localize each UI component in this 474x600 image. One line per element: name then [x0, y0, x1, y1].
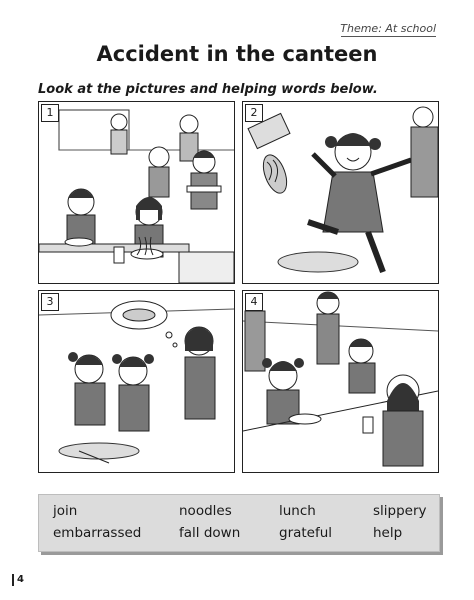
page-number: 4: [12, 574, 24, 586]
canteen-lunch-illustration: [39, 102, 234, 283]
helping-word: grateful: [279, 525, 333, 541]
theme-label: Theme: At school: [340, 22, 436, 35]
picture-panel-1: [38, 101, 235, 284]
helping-word: slippery: [373, 503, 427, 519]
page-title: Accident in the canteen: [96, 42, 378, 66]
eating-together-illustration: [243, 291, 438, 472]
panel-number: 3: [41, 293, 59, 311]
theme-underline: [341, 36, 436, 37]
helping-word: help: [373, 525, 403, 541]
helping-word: join: [53, 503, 78, 519]
helping-word: fall down: [179, 525, 241, 541]
slipping-girl-illustration: [243, 102, 438, 283]
panel-number: 2: [245, 104, 263, 122]
instruction-text: Look at the pictures and helping words below.: [38, 82, 378, 97]
picture-panel-2: [242, 101, 439, 284]
helping-word: noodles: [179, 503, 232, 519]
picture-panel-4: [242, 290, 439, 473]
panel-number: 4: [245, 293, 263, 311]
helping-word: embarrassed: [53, 525, 142, 541]
helping-word: lunch: [279, 503, 316, 519]
picture-panel-3: [38, 290, 235, 473]
panel-number: 1: [41, 104, 59, 122]
friends-helping-illustration: [39, 291, 234, 472]
helping-words-box: [38, 494, 440, 552]
